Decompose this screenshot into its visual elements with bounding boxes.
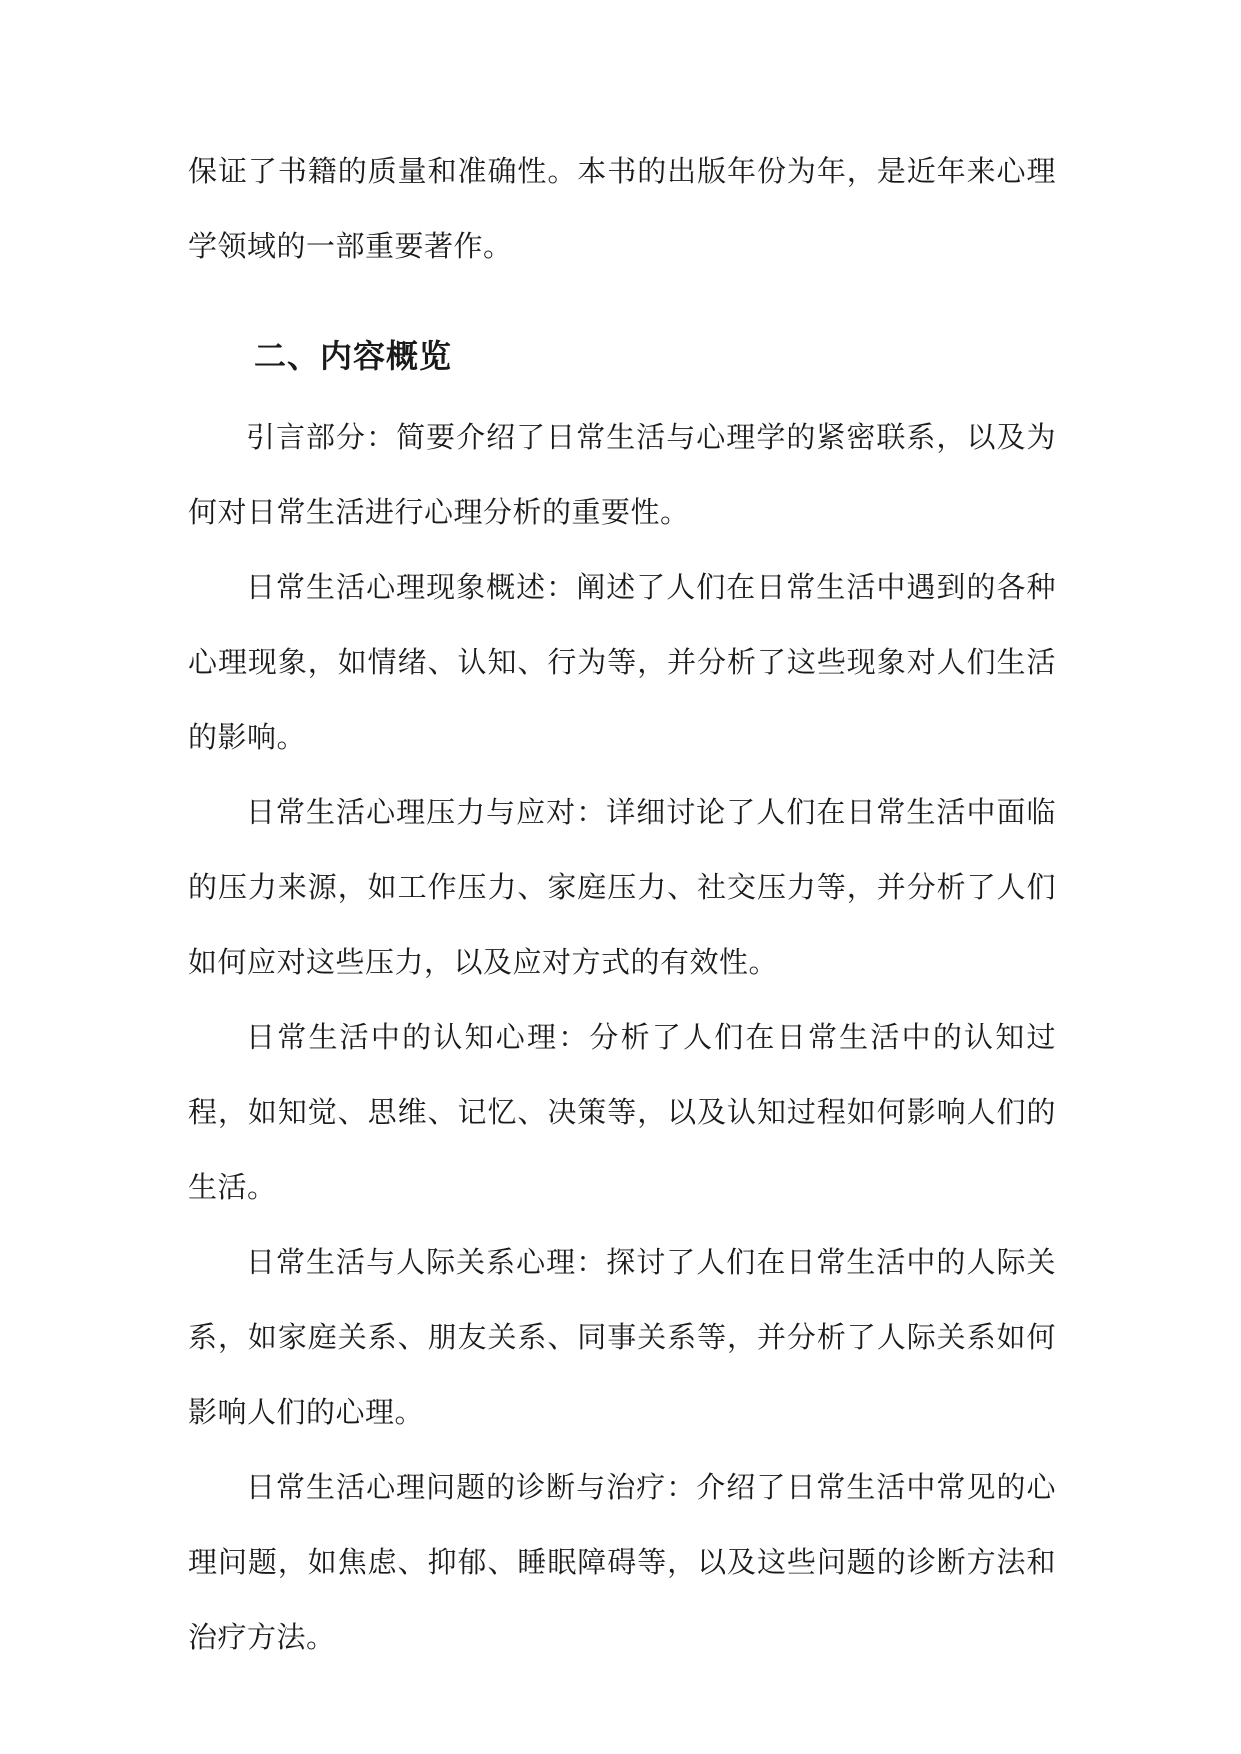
paragraph-interpersonal-relations: 日常生活与人际关系心理：探讨了人们在日常生活中的人际关系，如家庭关系、朋友关系、同事关系等，并分析了人际关系如何影响人们的心理。	[188, 1245, 1056, 1429]
intro-paragraph: 保证了书籍的质量和准确性。本书的出版年份为年，是近年来心理学领域的一部重要著作。	[188, 154, 1056, 263]
paragraph-phenomena-overview: 日常生活心理现象概述：阐述了人们在日常生活中遇到的各种心理现象，如情绪、认知、行为等，并分析了这些现象对人们生活的影响。	[188, 570, 1056, 754]
paragraph-introduction: 引言部分：简要介绍了日常生活与心理学的紧密联系，以及为何对日常生活进行心理分析的重要性。	[188, 420, 1056, 529]
page-content	[188, 134, 1056, 1675]
paragraph-diagnosis-treatment: 日常生活心理问题的诊断与治疗：介绍了日常生活中常见的心理问题，如焦虑、抑郁、睡眠障碍等，以及这些问题的诊断方法和治疗方法。	[188, 1470, 1056, 1654]
paragraph-cognitive-psychology: 日常生活中的认知心理：分析了人们在日常生活中的认知过程，如知觉、思维、记忆、决策等，以及认知过程如何影响人们的生活。	[188, 1020, 1056, 1204]
section-heading: 二、内容概览	[254, 337, 453, 375]
paragraph-stress-coping: 日常生活心理压力与应对：详细讨论了人们在日常生活中面临的压力来源，如工作压力、家庭压力、社交压力等，并分析了人们如何应对这些压力，以及应对方式的有效性。	[188, 795, 1056, 979]
